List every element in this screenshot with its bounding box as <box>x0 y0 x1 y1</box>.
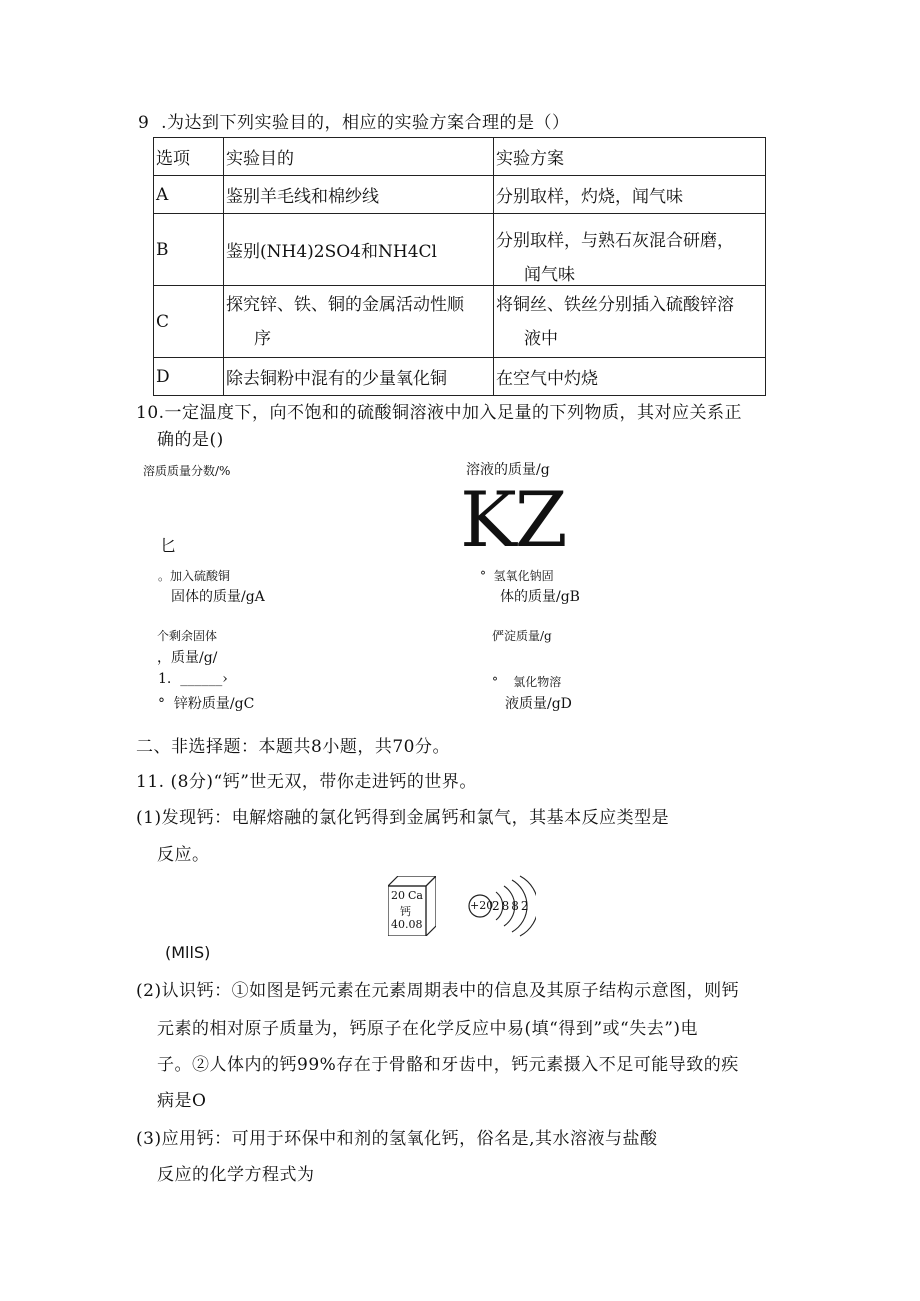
row-plan: 分别取样，灼烧，闻气味 <box>494 176 766 214</box>
atom-nucleus-label: +20 <box>470 899 494 912</box>
table-row <box>154 214 766 286</box>
row-option: B <box>154 214 224 286</box>
table-header-row <box>154 138 766 176</box>
row-option: A <box>154 176 224 214</box>
q11-stem: 11. (8分)“钙”世无双，带你走进钙的世界。 <box>136 772 477 792</box>
graph-d-ylabel: 俨淀质量/g <box>492 629 552 643</box>
graph-c-ylabel-2: ，质量/g/ <box>157 650 218 666</box>
graph-b-xlabel-2: 体的质量/gB <box>500 589 580 605</box>
element-symbol: Ca <box>408 889 423 902</box>
graph-a-xlabel-1: 。加入硫酸铜 <box>158 569 231 583</box>
plan-line-2: 液中 <box>524 328 558 349</box>
graph-b-big-text: KZ <box>460 475 566 564</box>
graph-b-xlabel-1: ° 氢氧化钠固 <box>480 569 554 583</box>
plan-line-1: 分别取样，与熟石灰混合研磨， <box>496 231 734 251</box>
graph-c-mark: 1. ______› <box>158 671 228 687</box>
q11-part3-line-2: 反应的化学方程式为 <box>157 1165 315 1185</box>
header-goal: 实验目的 <box>224 138 494 176</box>
q10-stem-line-2: 确的是() <box>157 430 224 450</box>
table-row <box>154 358 766 396</box>
header-option: 选项 <box>154 138 224 176</box>
atom-shell-electrons: 2882 <box>492 899 531 913</box>
figure-caption: (MllS) <box>165 943 211 962</box>
q11-part1-line-1: (1)发现钙：电解熔融的氯化钙得到金属钙和氯气，其基本反应类型是 <box>136 808 670 828</box>
graph-a-ylabel: 溶质质量分数/% <box>143 464 231 478</box>
goal-line-1: 探究锌、铁、铜的金属活动性顺 <box>226 294 464 315</box>
graph-a-mark: 匕 <box>160 536 177 555</box>
header-plan: 实验方案 <box>494 138 766 176</box>
q11-part3-line-1: (3)应用钙：可用于环保中和剂的氢氧化钙，俗名是,其水溶液与盐酸 <box>136 1129 658 1149</box>
row-goal: 鉴别羊毛线和棉纱线 <box>224 176 494 214</box>
q9-stem: 9 .为达到下列实验目的，相应的实验方案合理的是（） <box>138 113 570 133</box>
row-option: C <box>154 286 224 358</box>
goal-text: 鉴别(NH4)2SO4和NH4Cl <box>226 242 437 262</box>
row-option: D <box>154 358 224 396</box>
element-box <box>388 876 430 930</box>
q11-part2-line-1: (2)认识钙：①如图是钙元素在元素周期表中的信息及其原子结构示意图，则钙 <box>136 981 740 1001</box>
graph-a-xlabel-2: 固体的质量/gA <box>171 589 265 605</box>
plan-line-1: 将铜丝、铁丝分别插入硫酸锌溶 <box>496 294 734 315</box>
element-name: 钙 <box>400 905 411 918</box>
q11-part2-line-3: 子。②人体内的钙99%存在于骨骼和牙齿中，钙元素摄入不足可能导致的疾 <box>157 1055 739 1075</box>
q10-stem-line-1: 10.一定温度下，向不饱和的硫酸铜溶液中加入足量的下列物质，其对应关系正 <box>136 403 743 423</box>
plan-line-2: 闻气味 <box>524 265 575 284</box>
row-goal: 除去铜粉中混有的少量氧化铜 <box>224 358 494 396</box>
atom-structure-diagram <box>466 874 536 938</box>
table-row <box>154 176 766 214</box>
q11-part1-line-2: 反应。 <box>157 845 210 865</box>
element-number: 20 <box>391 889 405 902</box>
row-goal <box>224 286 494 358</box>
goal-line-2: 序 <box>254 328 271 349</box>
graph-d-xlabel-2: 液质量/gD <box>505 696 572 712</box>
q11-part2-line-2: 元素的相对原子质量为，钙原子在化学反应中易(填“得到”或“失去”)电 <box>157 1019 699 1039</box>
row-plan: 在空气中灼烧 <box>494 358 766 396</box>
row-goal <box>224 214 494 286</box>
table-row <box>154 286 766 358</box>
graph-b-ylabel: 溶液的质量/g <box>466 462 550 478</box>
row-plan <box>494 214 766 286</box>
graph-d-xlabel-1: ° 氯化物溶 <box>492 675 562 689</box>
q9-table <box>153 137 766 396</box>
row-plan <box>494 286 766 358</box>
q11-part2-line-4: 病是O <box>157 1091 207 1111</box>
graph-c-ylabel-1: 个剩余固体 <box>157 629 218 643</box>
graph-c-xlabel: ° 锌粉质量/gC <box>158 696 255 712</box>
section-2-title: 二、非选择题：本题共8小题，共70分。 <box>136 737 450 757</box>
element-mass: 40.08 <box>391 918 423 931</box>
